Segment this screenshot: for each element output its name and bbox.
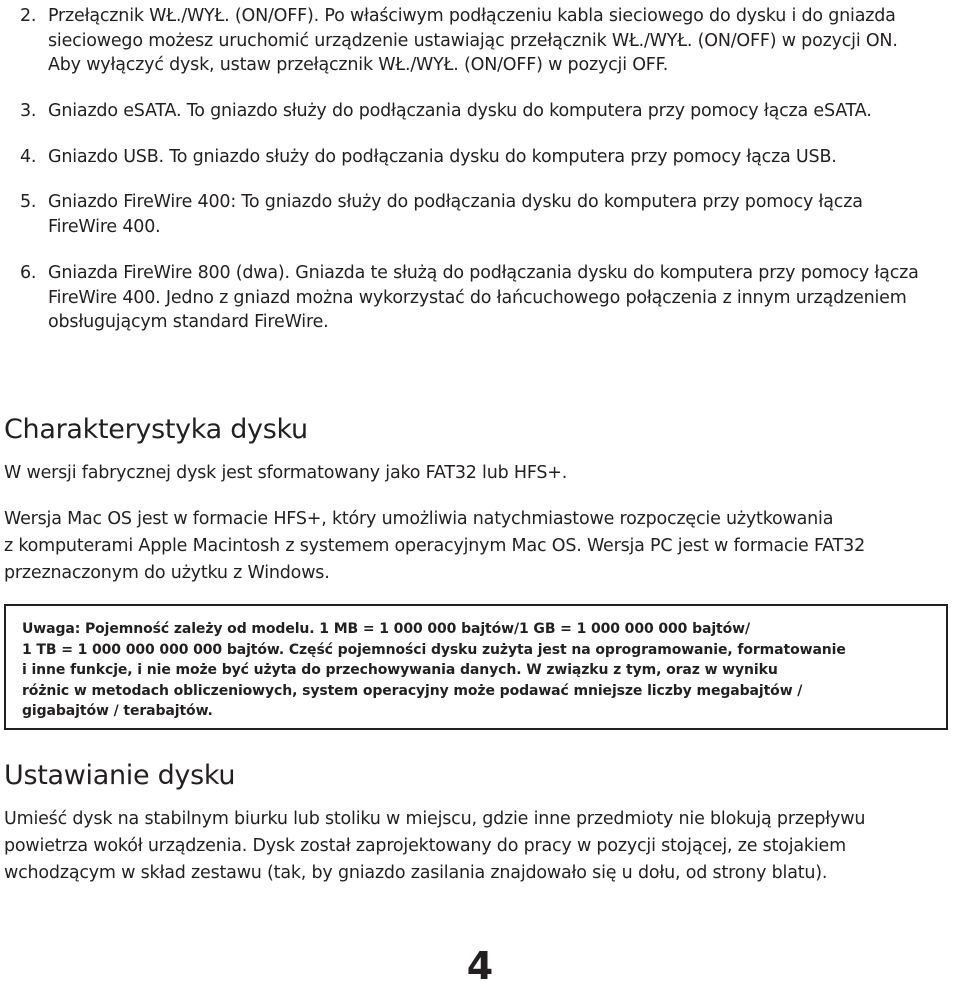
- note-line: gigabajtów / terabajtów.: [22, 703, 213, 719]
- setup-paragraph: [4, 806, 954, 887]
- list-item-number: 6.: [20, 263, 37, 283]
- paragraph-line: przeznaczonym do użytku z Windows.: [4, 563, 330, 583]
- list-item-line: Gniazdo FireWire 400: To gniazdo służy do podłączania dysku do komputera przy pomocy łącza: [48, 192, 863, 212]
- list-item-number: 3.: [20, 101, 37, 121]
- list-item-line: Przełącznik WŁ./WYŁ. (ON/OFF). Po właściwym podłączeniu kabla sieciowego do dysku i do gniazda: [48, 6, 896, 26]
- capacity-note-text: [22, 619, 932, 722]
- list-item-line: Gniazda FireWire 800 (dwa). Gniazda te służą do podłączania dysku do komputera przy pomocy łącza: [48, 263, 919, 283]
- list-item-number: 5.: [20, 192, 37, 212]
- characteristics-paragraph-2: [4, 506, 954, 587]
- paragraph-line: Umieść dysk na stabilnym biurku lub stoliku w miejscu, gdzie inne przedmioty nie blokują przepływu: [4, 809, 866, 829]
- list-item-number: 4.: [20, 147, 37, 167]
- note-line: i inne funkcje, i nie może być użyta do przechowywania danych. W związku z tym, oraz w wyniku: [22, 662, 778, 678]
- list-item-switch: [20, 4, 955, 78]
- page-number: 4: [466, 944, 494, 988]
- list-item-esata: [20, 99, 955, 124]
- list-item-line: Gniazdo USB. To gniazdo służy do podłączania dysku do komputera przy pomocy łącza USB.: [48, 147, 837, 167]
- paragraph-line: wchodzącym w skład zestawu (tak, by gniazdo zasilania znajdowało się u dołu, od strony blatu).: [4, 863, 828, 883]
- list-item-number: 2.: [20, 6, 37, 26]
- capacity-note-box: [4, 604, 948, 730]
- paragraph-line: z komputerami Apple Macintosh z systemem operacyjnym Mac OS. Wersja PC jest w formacie FAT32: [4, 536, 866, 556]
- list-item-firewire400: [20, 190, 955, 239]
- section-heading-characteristics: Charakterystyka dysku: [4, 414, 308, 445]
- list-item-line: Gniazdo eSATA. To gniazdo służy do podłączania dysku do komputera przy pomocy łącza eSATA.: [48, 101, 872, 121]
- list-item-line: obsługującym standard FireWire.: [48, 312, 329, 332]
- list-item-usb: [20, 145, 955, 170]
- characteristics-paragraph-1: W wersji fabrycznej dysk jest sformatowany jako FAT32 lub HFS+.: [4, 463, 568, 483]
- list-item-line: sieciowego możesz uruchomić urządzenie ustawiając przełącznik WŁ./WYŁ. (ON/OFF) w pozycji ON.: [48, 30, 898, 51]
- note-line: różnic w metodach obliczeniowych, system operacyjny może podawać mniejsze liczby megabajtów /: [22, 682, 803, 699]
- note-line: Uwaga: Pojemność zależy od modelu. 1 MB = 1 000 000 bajtów/1 GB = 1 000 000 000 bajtów/: [22, 621, 750, 637]
- paragraph-line: powietrza wokół urządzenia. Dysk został zaprojektowany do pracy w pozycji stojącej, ze stojakiem: [4, 836, 846, 856]
- note-line: 1 TB = 1 000 000 000 000 bajtów. Część pojemności dysku zużyta jest na oprogramowanie, formatowanie: [22, 641, 846, 658]
- section-heading-setup: Ustawianie dysku: [4, 760, 236, 791]
- list-item-line: FireWire 400.: [48, 216, 161, 237]
- list-item-firewire800: [20, 261, 955, 335]
- list-item-line: Aby wyłączyć dysk, ustaw przełącznik WŁ./WYŁ. (ON/OFF) w pozycji OFF.: [48, 55, 669, 75]
- paragraph-line: Wersja Mac OS jest w formacie HFS+, który umożliwia natychmiastowe rozpoczęcie użytkowania: [4, 509, 834, 529]
- list-item-line: FireWire 400. Jedno z gniazd można wykorzystać do łańcuchowego połączenia z innym urządzeniem: [48, 287, 907, 308]
